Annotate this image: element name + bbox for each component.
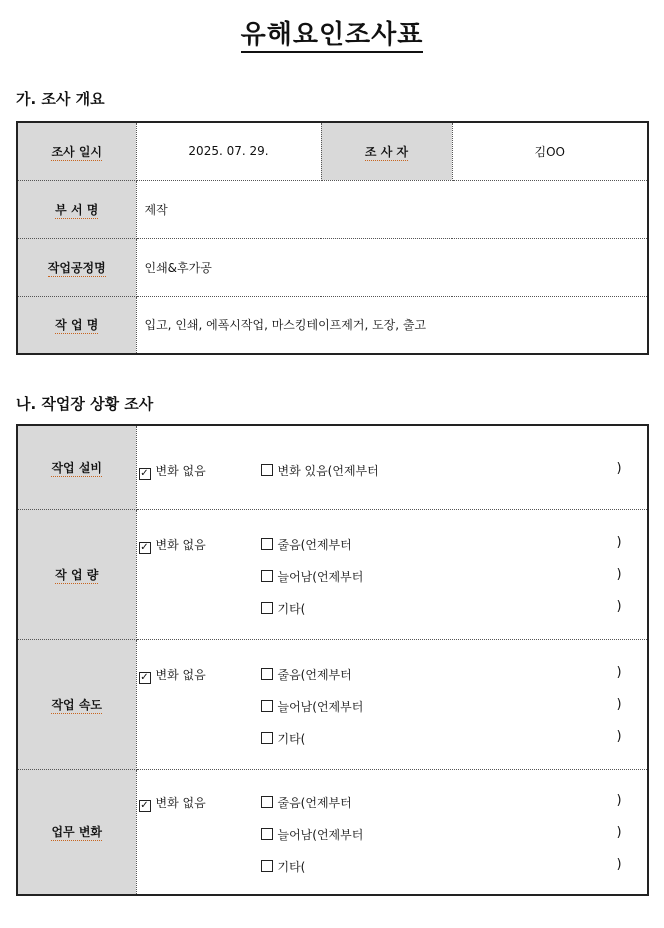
checkbox-icon[interactable] — [261, 860, 273, 872]
workplace-status-table — [16, 424, 649, 896]
checkbox-icon[interactable] — [261, 828, 273, 840]
close-paren: ) — [616, 664, 622, 680]
equipment-label: 작업 설비 — [17, 425, 136, 509]
close-paren: ) — [616, 856, 622, 872]
close-paren: ) — [616, 566, 622, 582]
survey-overview-table — [16, 121, 649, 355]
close-paren: ) — [616, 824, 622, 840]
dept-value[interactable]: 제작 — [136, 180, 648, 238]
task-change-increased-option[interactable]: 늘어남(언제부터 — [261, 826, 364, 843]
task-change-no-change[interactable]: ✓ 변화 없음 — [140, 795, 206, 811]
checkbox-icon[interactable] — [261, 732, 273, 744]
speed-no-change[interactable]: ✓ 변화 없음 — [140, 667, 206, 683]
dept-label: 부 서 명 — [17, 180, 136, 238]
close-paren: ) — [616, 792, 622, 808]
checkbox-icon[interactable] — [261, 796, 273, 808]
workload-increased-option[interactable]: 늘어남(언제부터 — [261, 568, 364, 585]
checkbox-icon[interactable] — [261, 700, 273, 712]
workload-no-change[interactable]: ✓ 변화 없음 — [140, 537, 206, 553]
workload-decreased-option[interactable]: 줄음(언제부터 — [261, 536, 352, 553]
close-paren: ) — [616, 598, 622, 614]
close-paren: ) — [616, 696, 622, 712]
workload-label: 작 업 량 — [17, 509, 136, 639]
workload-other-option[interactable]: 기타( — [261, 600, 306, 617]
checkbox-icon[interactable] — [261, 570, 273, 582]
process-label: 작업공정명 — [17, 238, 136, 296]
checkbox-icon[interactable] — [261, 602, 273, 614]
task-change-label: 업무 변화 — [17, 769, 136, 895]
task-value[interactable]: 입고, 인쇄, 에폭시작업, 마스킹테이프제거, 도장, 출고 — [136, 296, 648, 354]
surveyor-value[interactable]: 김OO — [452, 122, 648, 180]
survey-date-label: 조사 일시 — [17, 122, 136, 180]
checkbox-checked-icon[interactable]: ✓ — [140, 468, 149, 479]
task-label: 작 업 명 — [17, 296, 136, 354]
checkbox-icon[interactable] — [261, 668, 273, 680]
process-value[interactable]: 인쇄&후가공 — [136, 238, 648, 296]
work-speed-label: 작업 속도 — [17, 639, 136, 769]
checkbox-icon[interactable] — [261, 538, 273, 550]
checkbox-checked-icon[interactable]: ✓ — [140, 671, 149, 683]
task-change-decreased-option[interactable]: 줄음(언제부터 — [261, 794, 352, 811]
speed-decreased-option[interactable]: 줄음(언제부터 — [261, 666, 352, 683]
close-paren: ) — [616, 534, 622, 550]
survey-date-value[interactable]: 2025. 07. 29. — [136, 122, 321, 180]
checkbox-icon[interactable] — [261, 464, 273, 476]
equipment-no-change[interactable]: ✓ 변화 없음 — [140, 464, 206, 479]
task-change-other-option[interactable]: 기타( — [261, 858, 306, 875]
close-paren: ) — [616, 461, 622, 476]
section-b-heading: 나. 작업장 상황 조사 — [16, 395, 154, 413]
close-paren: ) — [616, 728, 622, 744]
equipment-changed-option[interactable]: 변화 있음(언제부터 — [261, 462, 379, 479]
speed-other-option[interactable]: 기타( — [261, 730, 306, 747]
section-a-heading: 가. 조사 개요 — [16, 90, 105, 108]
surveyor-label: 조 사 자 — [321, 122, 452, 180]
speed-increased-option[interactable]: 늘어남(언제부터 — [261, 698, 364, 715]
checkbox-checked-icon[interactable]: ✓ — [140, 799, 149, 811]
checkbox-checked-icon[interactable]: ✓ — [140, 541, 149, 553]
document-title: 유해요인조사표 — [0, 14, 664, 51]
